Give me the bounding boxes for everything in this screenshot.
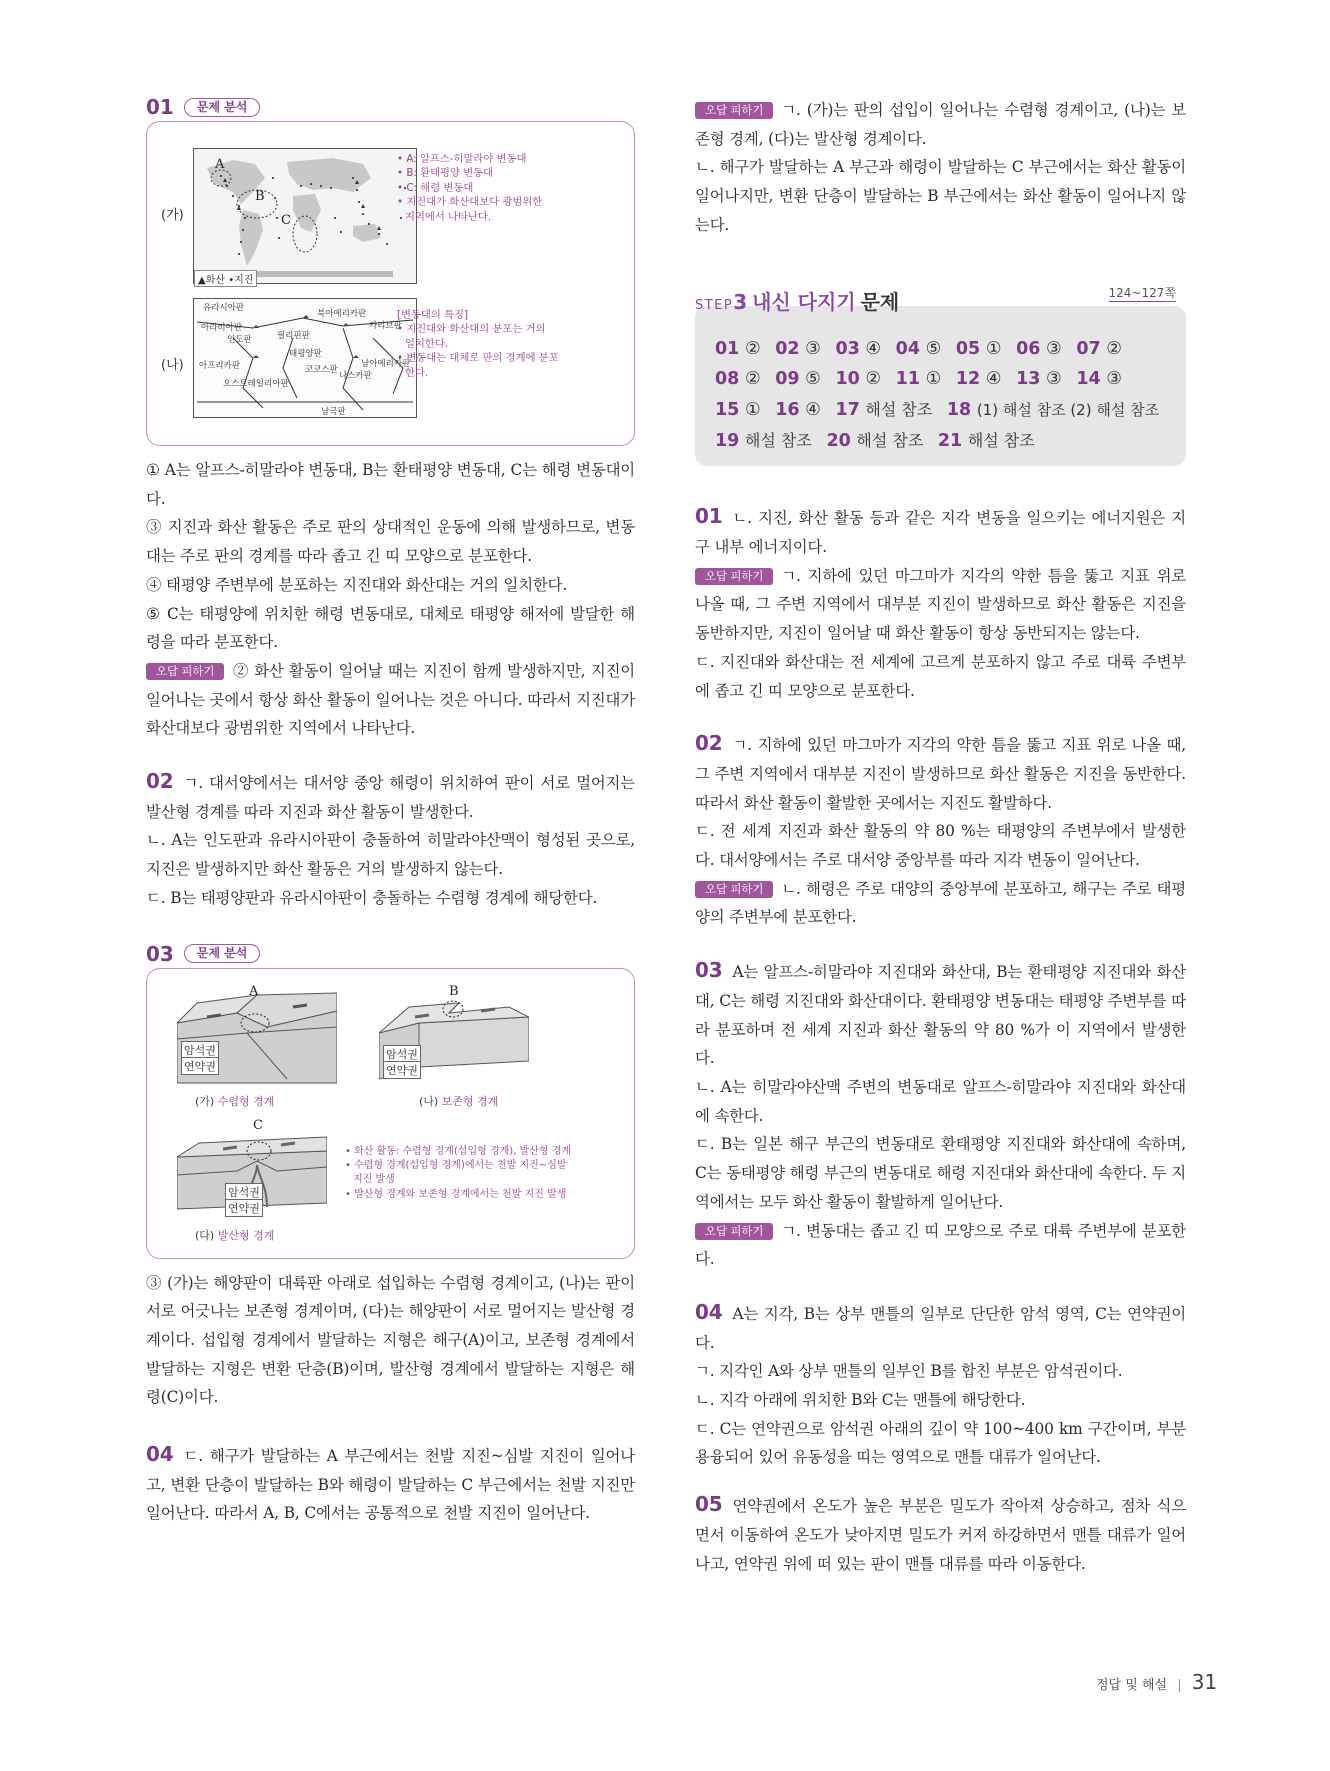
plate-boundary-map bbox=[193, 298, 417, 418]
paragraph: 04 ㄷ. 해구가 발달하는 A 부근에서는 천발 지진~심발 지진이 일어나고, 변환 단층이 발달하는 B와 해령이 발달하는 C 부근에서는 천발 지진만 일어난다. 따라서 A, B, C에서는 공통적으로 천발 지진이 일어난다. bbox=[146, 1442, 635, 1523]
convergent-boundary-diagram bbox=[177, 983, 337, 1093]
left-column bbox=[146, 96, 635, 1528]
question-number: 03 bbox=[146, 941, 174, 966]
analysis-pill: 문제 분석 bbox=[184, 98, 261, 117]
asthenosphere-label: 연약권 bbox=[383, 1061, 421, 1079]
avoid-paragraph: 오답 피하기 ㄱ. (가)는 판의 섭입이 일어나는 수렴형 경계이고, (나)는 보존형 경계, (다)는 발산형 경계이다. bbox=[695, 101, 1186, 148]
analysis-pill: 문제 분석 bbox=[184, 944, 261, 963]
spacer bbox=[695, 466, 1186, 502]
footer-divider: | bbox=[1177, 1678, 1182, 1693]
answer-row: 08 ② 09 ⑤ 10 ② 11 ① 12 ④ 13 ③ 14 ③ bbox=[715, 369, 1122, 390]
avoid-paragraph: 오답 피하기 ② 화산 활동이 일어날 때는 지진이 함께 발생하지만, 지진이 일어나는 곳에서 항상 화산 활동이 일어나는 것은 아니다. 따라서 지진대가 화산대보다 광범위한 지역에서 나타난다. bbox=[146, 661, 635, 738]
question-number: 03 bbox=[695, 958, 723, 983]
q01-analysis-box bbox=[146, 121, 635, 446]
right-column bbox=[695, 96, 1186, 1578]
plate-pacific: 태평양판 bbox=[289, 349, 322, 359]
paragraph: 05 연약권에서 온도가 높은 부분은 밀도가 작아져 상승하고, 점차 식으면서 이동하여 온도가 낮아지면 밀도가 커져 하강하면서 맨틀 대류가 일어나고, 연약권 위에 떠 있는 판이 맨틀 대류를 따라 이동한다. bbox=[695, 1492, 1186, 1573]
paragraph: ① A는 알프스-히말라야 변동대, B는 환태평양 변동대, C는 해령 변동대이다. bbox=[146, 461, 635, 508]
paragraph: ㄴ. A는 인도판과 유라시아판이 충돌하여 히말라야산맥이 형성된 곳으로, 지진은 발생하지만 화산 활동은 거의 발생하지 않는다. bbox=[146, 831, 635, 879]
diagram-letter-a: A bbox=[249, 983, 259, 999]
step3-heading: 내신 다지기 bbox=[752, 289, 856, 314]
lithosphere-label: 암석권 bbox=[383, 1045, 421, 1063]
plate-north-american: 북아메리카판 bbox=[317, 309, 367, 319]
spacer bbox=[695, 1472, 1186, 1490]
paragraph: ㄷ. 전 세계 지진과 화산 활동의 약 80 %는 태평양의 주변부에서 발생한다. 대서양에서는 주로 대서양 중앙부를 따라 지각 변동이 일어난다. bbox=[695, 822, 1186, 870]
diagram-letter-c: C bbox=[253, 1117, 263, 1133]
q01-explanation bbox=[146, 456, 635, 743]
world-map-volcano-earthquake bbox=[193, 148, 417, 284]
question-number: 02 bbox=[146, 769, 174, 794]
paragraph: ㄷ. B는 일본 해구 부근의 변동대로 환태평양 지진대와 화산대에 속하며, C는 동태평양 해령 부근의 변동대로 해령 지진대와 화산대에 속한다. 두 지역에서는 모두 화산 활동이 활발하게 일어난다. bbox=[695, 1135, 1186, 1211]
paragraph: ㄷ. 지진대와 화산대는 전 세계에 고르게 분포하지 않고 주로 대륙 주변부에 좁고 긴 띠 모양으로 분포한다. bbox=[695, 652, 1186, 700]
spacer bbox=[146, 913, 635, 943]
figure-label-ga: (가) bbox=[161, 208, 184, 223]
spacer bbox=[695, 1274, 1186, 1298]
paragraph: ㄴ. A는 히말라야산맥 주변의 변동대로 알프스-히말라야 지진대와 화산대에 속한다. bbox=[695, 1077, 1186, 1125]
avoid-badge: 오답 피하기 bbox=[695, 568, 773, 585]
plate-caribbean: 카리브판 bbox=[369, 321, 402, 331]
plate-south-american: 남아메리카판 bbox=[361, 359, 411, 369]
plate-arabian: 아라비아판 bbox=[201, 323, 243, 333]
caption-ga: (가) 수렴형 경계 bbox=[195, 1094, 275, 1108]
asthenosphere-label: 연약권 bbox=[181, 1057, 219, 1075]
prev-avoid-block bbox=[695, 96, 1186, 240]
question-number: 04 bbox=[146, 1442, 174, 1467]
plate-australian: 오스트레일리아판 bbox=[223, 379, 289, 389]
question-number: 04 bbox=[695, 1299, 723, 1324]
avoid-badge: 오답 피하기 bbox=[695, 1223, 773, 1240]
paragraph: ④ 태평양 주변부에 분포하는 지진대와 화산대는 거의 일치한다. bbox=[146, 575, 568, 594]
paragraph: ㄷ. B는 태평양판과 유라시아판이 충돌하는 수렴형 경계에 해당한다. bbox=[146, 888, 598, 907]
figure-label-na: (나) bbox=[161, 358, 184, 373]
page-footer bbox=[1096, 1670, 1217, 1694]
question-number: 01 bbox=[695, 504, 723, 529]
question-number: 02 bbox=[695, 731, 723, 756]
q01-header bbox=[146, 96, 635, 118]
paragraph: 02 ㄱ. 지하에 있던 마그마가 지각의 약한 틈을 뚫고 지표 위로 나올 때, 그 주변 지역에서 대부분 지진이 발생하므로 화산 활동은 지진을 동반한다. 따라서 화산 활동이 활발한 곳에서는 지진도 활발하다. bbox=[695, 731, 1186, 812]
paragraph: 01 ㄴ. 지진, 화산 활동 등과 같은 지각 변동을 일으키는 에너지원은 지구 내부 에너지이다. bbox=[695, 504, 1186, 557]
avoid-badge: 오답 피하기 bbox=[695, 102, 773, 119]
q01-notes-ga: • A: 알프스-히말라야 변동대 • B: 환태평양 변동대 • C: 해령 변동대 • 지진대가 화산대보다 광범위한 지역에서 나타난다. bbox=[397, 153, 543, 223]
paragraph: 02 ㄱ. 대서양에서는 대서양 중앙 해령이 위치하여 판이 서로 멀어지는 발산형 경계를 따라 지진과 화산 활동이 발생한다. bbox=[146, 769, 635, 821]
plate-antarctic: 남극판 bbox=[321, 407, 346, 417]
q03-notes: • 화산 활동: 수렴형 경계(섭입형 경계), 발산형 경계 • 수렴형 경계(섭입형 경계)에서는 천발 지진~심발 지진 발생 • 발산형 경계와 보존형 경계에서는 천발 지진 발생 bbox=[345, 1145, 572, 1200]
question-number: 05 bbox=[695, 1492, 723, 1517]
spacer bbox=[146, 1412, 635, 1440]
q01-explanation bbox=[695, 502, 1186, 705]
paragraph: ③ (가)는 해양판이 대륙판 아래로 섭입하는 수렴형 경계이고, (나)는 판이 서로 어긋나는 보존형 경계이며, (다)는 해양판이 서로 멀어지는 발산형 경계이다. 섭입형 경계에서 발달하는 지형은 해구(A)이고, 보존형 경계에서 발달하는 지형은 변환 단층(B)이며, 발산형 경계에서 발달하는 지형은 해령(C)이다. bbox=[146, 1273, 635, 1407]
answer-row: 19 해설 참조 20 해설 참조 21 해설 참조 bbox=[715, 430, 1035, 451]
avoid-paragraph: 오답 피하기 ㄱ. 변동대는 좁고 긴 띠 모양으로 주로 대륙 주변부에 분포한다. bbox=[695, 1221, 1186, 1269]
map-legend: ▲화산 •지진 bbox=[194, 270, 257, 287]
caption-da: (다) 발산형 경계 bbox=[195, 1228, 275, 1242]
avoid-paragraph: 오답 피하기 ㄴ. 해령은 주로 대양의 중앙부에 분포하고, 해구는 주로 태평양의 주변부에 분포한다. bbox=[695, 879, 1186, 927]
paragraph: ⑤ C는 태평양에 위치한 해령 변동대로, 대체로 태평양 해저에 발달한 해령을 따라 분포한다. bbox=[146, 604, 635, 652]
q03-explanation bbox=[146, 1269, 635, 1413]
step3-answer-box bbox=[695, 285, 1186, 467]
question-number: 01 bbox=[146, 95, 174, 119]
asthenosphere-label: 연약권 bbox=[225, 1199, 263, 1217]
avoid-paragraph: 오답 피하기 ㄱ. 지하에 있던 마그마가 지각의 약한 틈을 뚫고 지표 위로 나올 때, 그 주변 지역에서 대부분 지진이 발생하므로 화산 활동은 지진을 동반하지만, 지진이 일어날 때 화산 활동이 항상 동반되지는 않는다. bbox=[695, 566, 1186, 643]
spacer bbox=[146, 743, 635, 767]
paragraph: ㄴ. 지각 아래에 위치한 B와 C는 맨틀에 해당한다. bbox=[695, 1391, 1026, 1410]
q02-explanation bbox=[695, 729, 1186, 932]
page-number: 31 bbox=[1191, 1670, 1218, 1694]
paragraph: ㄷ. C는 연약권으로 암석권 아래의 깊이 약 100~400 km 구간이며, 부분 용융되어 있어 유동성을 띠는 영역으로 맨틀 대류가 일어난다. bbox=[695, 1419, 1186, 1467]
q04-explanation bbox=[695, 1298, 1186, 1472]
paragraph: ㄴ. 해구가 발달하는 A 부근과 해령이 발달하는 C 부근에서는 화산 활동이 일어나지만, 변환 단층이 발달하는 B 부근에서는 화산 활동이 일어나지 않는다. bbox=[695, 158, 1186, 234]
answer-row: 01 ② 02 ③ 03 ④ 04 ⑤ 05 ① 06 ③ 07 ② bbox=[715, 338, 1122, 359]
plate-african: 아프리카판 bbox=[199, 361, 241, 371]
avoid-badge: 오답 피하기 bbox=[695, 881, 773, 898]
map-letter-b: B bbox=[255, 189, 265, 204]
paragraph: ③ 지진과 화산 활동은 주로 판의 상대적인 운동에 의해 발생하므로, 변동대는 주로 판의 경계를 따라 좁고 긴 띠 모양으로 분포한다. bbox=[146, 518, 635, 566]
plate-cocos: 코코스판 bbox=[305, 365, 338, 375]
q03-explanation bbox=[695, 956, 1186, 1274]
plate-eurasian: 유라시아판 bbox=[203, 303, 245, 313]
plate-indian: 인도판 bbox=[227, 335, 252, 345]
lithosphere-label: 암석권 bbox=[225, 1183, 263, 1201]
q03-header bbox=[146, 943, 635, 965]
plate-nazca: 나스카판 bbox=[339, 371, 372, 381]
q05-explanation bbox=[695, 1490, 1186, 1578]
answer-row: 15 ① 16 ④ 17 해설 참조 18 (1) 해설 참조 (2) 해설 참조 bbox=[715, 399, 1160, 420]
q01-notes-na: [변동대의 특징] • 지진대와 화산대의 분포는 거의 일치한다. • 변동대는 대체로 판의 경계에 분포 한다. bbox=[397, 309, 559, 379]
map-letter-c: C bbox=[281, 213, 291, 228]
spacer bbox=[695, 932, 1186, 956]
q02-explanation bbox=[146, 767, 635, 913]
caption-na: (나) 보존형 경계 bbox=[419, 1094, 499, 1108]
plate-philippine: 필리핀판 bbox=[277, 331, 310, 341]
footer-label: 정답 및 해설 bbox=[1096, 1678, 1168, 1693]
paragraph: 04 A는 지각, B는 상부 맨틀의 일부로 단단한 암석 영역, C는 연약권이다. bbox=[695, 1299, 1186, 1352]
diagram-letter-b: B bbox=[449, 983, 459, 999]
spacer bbox=[695, 705, 1186, 729]
paragraph: 03 A는 알프스-히말라야 지진대와 화산대, B는 환태평양 지진대와 화산대, C는 해령 지진대와 화산대이다. 환태평양 변동대는 태평양 주변부를 따라 분포하며 전 세계 지진과 화산 활동의 약 80 %가 이 지역에서 발생한다. bbox=[695, 958, 1186, 1068]
q04-explanation bbox=[146, 1440, 635, 1528]
avoid-badge: 오답 피하기 bbox=[146, 663, 224, 680]
paragraph: ㄱ. 지각인 A와 상부 맨틀의 일부인 B를 합친 부분은 암석권이다. bbox=[695, 1362, 1123, 1381]
map-letter-a: A bbox=[215, 157, 225, 172]
step3-title: STEP3 내신 다지기 문제 bbox=[695, 289, 900, 314]
lithosphere-label: 암석권 bbox=[181, 1041, 219, 1059]
q03-analysis-box bbox=[146, 968, 635, 1259]
page-range: 124~127쪽 bbox=[1108, 285, 1176, 300]
